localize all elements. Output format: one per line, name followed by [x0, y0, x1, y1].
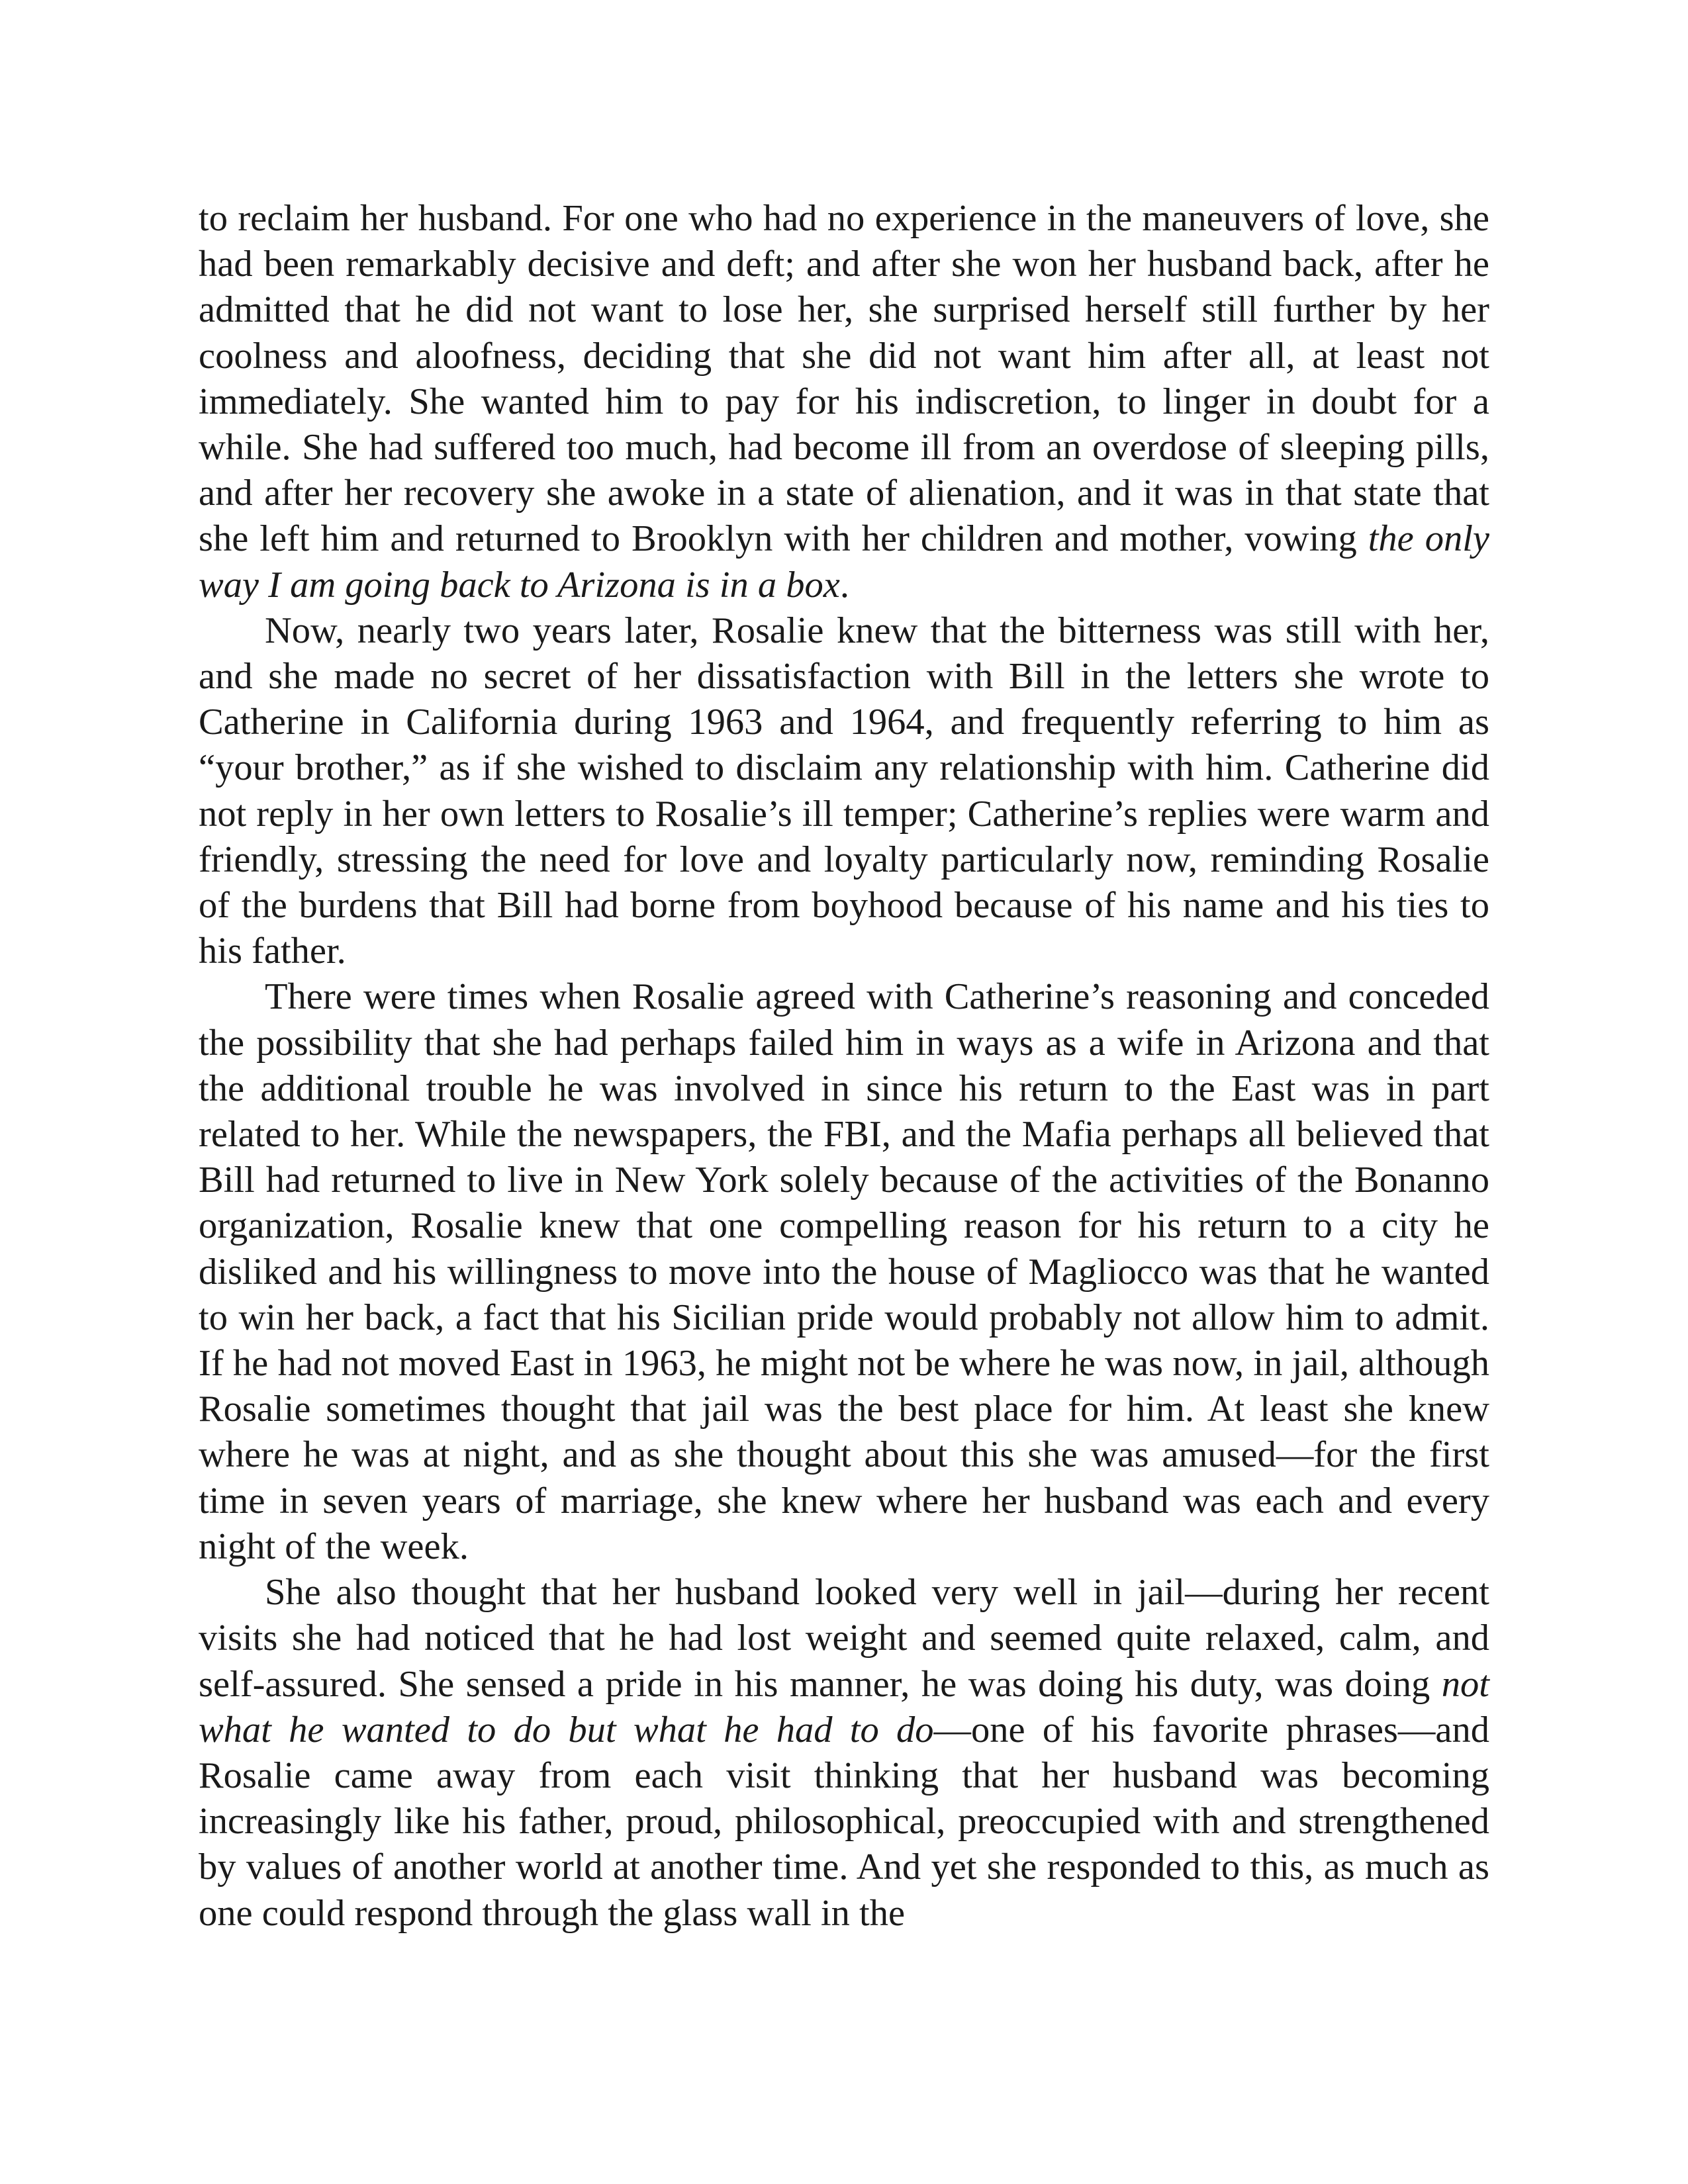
paragraph-4-italic-phrase: not what he wanted to do but what he had to do: [199, 1663, 1489, 1751]
paragraph-4-text-a: She also thought that her husband looked very well in jail—during her recent visits she had noticed that he had lost weight and seemed quite relaxed, calm, and self-assured. She sensed a pride in his manner, he was doing his duty, was doing: [199, 1572, 1489, 1705]
paragraph-1-text-b: .: [839, 564, 849, 606]
paragraph-4: [199, 1570, 1489, 1936]
paragraph-1-italic-quote: the only way I am going back to Arizona is in a box: [199, 518, 1489, 606]
paragraph-3: [199, 974, 1489, 1570]
paragraph-1-text-a: to reclaim her husband. For one who had no experience in the maneuvers of love, she had been remarkably decisive and deft; and after she won her husband back, after he admitted that he did not want to lose her, she surprised herself still further by her coolness and aloofness, deciding that she did not want him after all, at least not immediately. She wanted him to pay for his indiscretion, to linger in doubt for a while. She had suffered too much, had become ill from an overdose of sleeping pills, and after her recovery she awoke in a state of alienation, and it was in that state that she left him and returned to Brooklyn with her children and mother, vowing: [199, 198, 1489, 560]
paragraph-4-text-b: —one of his favorite phrases—and Rosalie came away from each visit thinking that her husband was becoming increasingly like his father, proud, philosophical, preoccupied with and strengthened by values of another world at another time. And yet she responded to this, as much as one could respond through the glass wall in the: [199, 1709, 1489, 1934]
page-body-text: [199, 196, 1489, 1936]
paragraph-2: [199, 608, 1489, 975]
paragraph-2-text: Now, nearly two years later, Rosalie knew that the bitterness was still with her, and she made no secret of her dissatisfaction with Bill in the letters she wrote to Catherine in California during 1963 and 1964, and frequently referring to him as “your brother,” as if she wished to disclaim any relationship with him. Catherine did not reply in her own letters to Rosalie’s ill temper; Catherine’s replies were warm and friendly, stressing the need for love and loyalty particularly now, reminding Rosalie of the burdens that Bill had borne from boyhood because of his name and his ties to his father.: [199, 610, 1489, 972]
paragraph-3-text: There were times when Rosalie agreed with Catherine’s reasoning and conceded the possibility that she had perhaps failed him in ways as a wife in Arizona and that the additional trouble he was involved in since his return to the East was in part related to her. While the newspapers, the FBI, and the Mafia perhaps all believed that Bill had returned to live in New York solely because of the activities of the Bonanno organization, Rosalie knew that one compelling reason for his return to a city he disliked and his willingness to move into the house of Magliocco was that he wanted to win her back, a fact that his Sicilian pride would probably not allow him to admit. If he had not moved East in 1963, he might not be where he was now, in jail, although Rosalie sometimes thought that jail was the best place for him. At least she knew where he was at night, and as she thought about this she was amused—for the first time in seven years of marriage, she knew where her husband was each and every night of the week.: [199, 976, 1489, 1567]
paragraph-1: [199, 196, 1489, 608]
